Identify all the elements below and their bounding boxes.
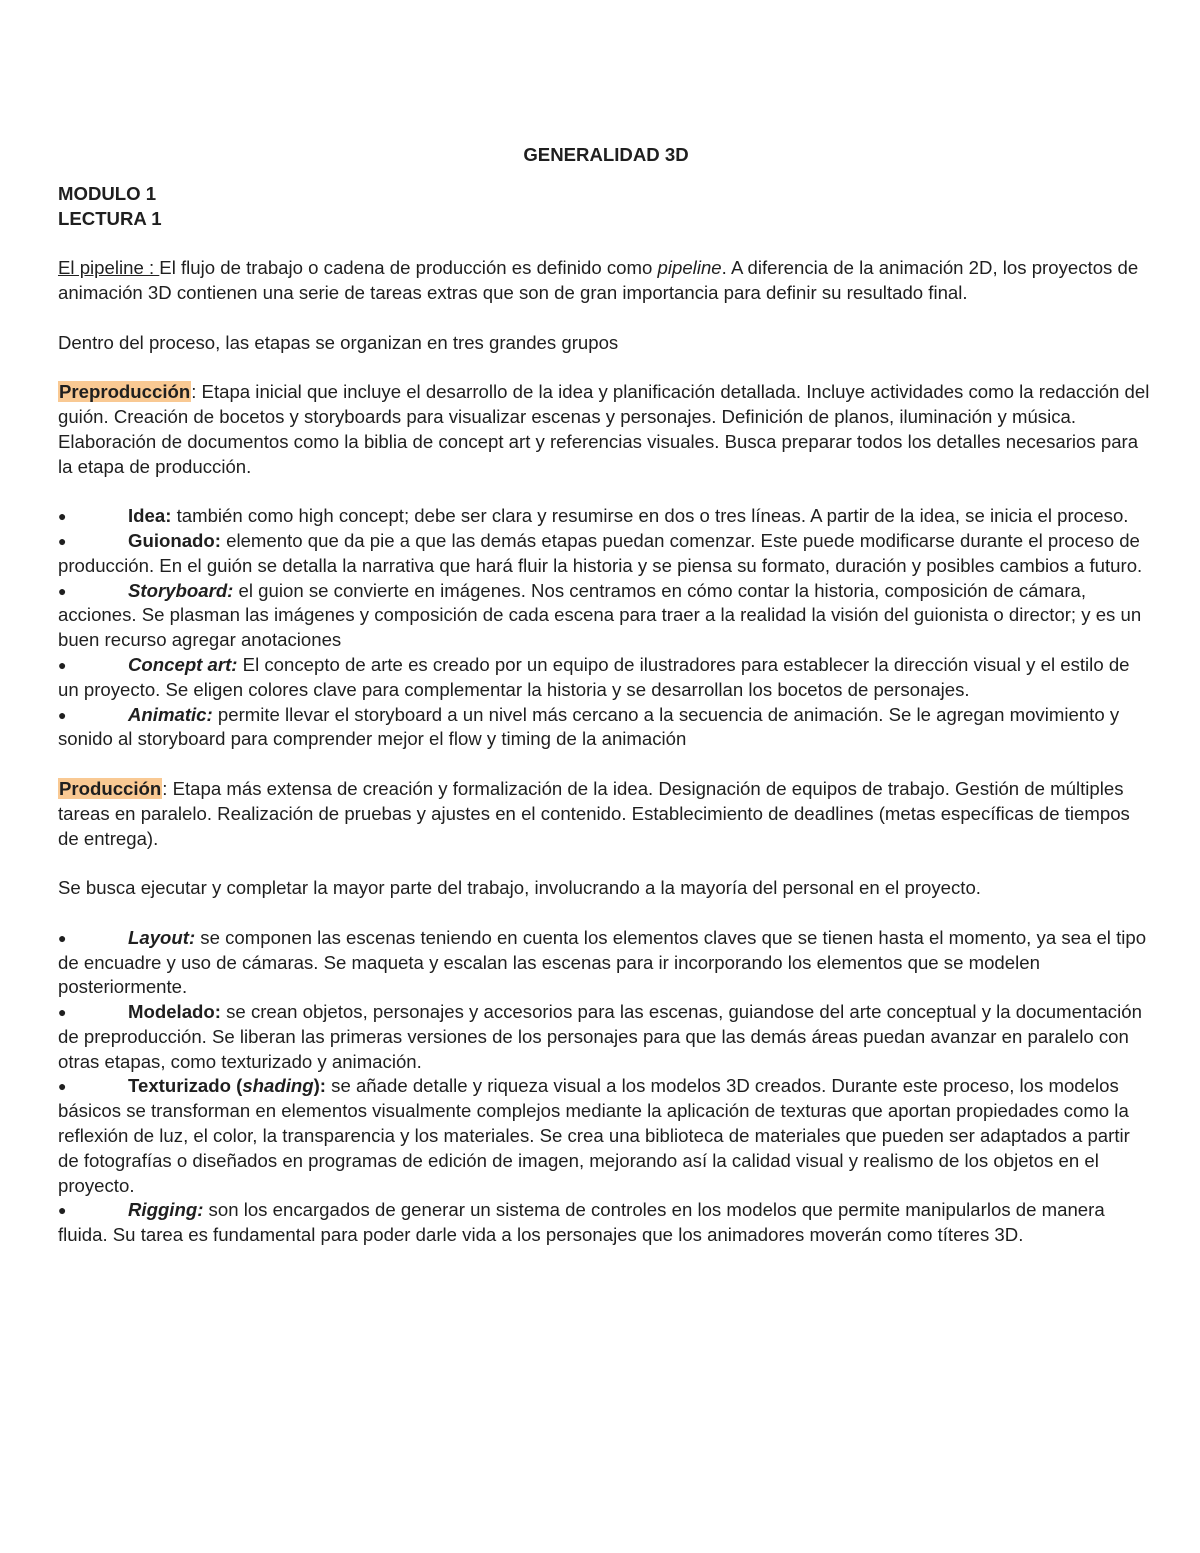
bullet-icon: ● xyxy=(58,1004,67,1021)
module-label: MODULO 1 xyxy=(58,182,157,204)
list-item-term: Idea: xyxy=(128,505,172,527)
list-item-text: el guion se convierte en imágenes. Nos centramos en cómo contar la historia, composición de cámara, acciones. Se plasman las imágenes y composición de cada escena para traer a la realidad la visión del guionista o director; y es un buen recurso agregar anotaciones xyxy=(58,579,1142,651)
list-item xyxy=(58,926,1154,1000)
list-item-term: Rigging: xyxy=(128,1199,204,1221)
preproduction-text: : Etapa inicial que incluye el desarrollo de la idea y planificación detallada. Incluye actividades como la redacción del guión. Creación de bocetos y storyboards para visualizar escenas y personajes. Definición de planos, iluminación y música. Elaboración de documentos como la biblia de concept art y referencias visuales. Busca preparar todos los detalles necesarios para la etapa de producción. xyxy=(58,381,1150,477)
list-item-text: permite llevar el storyboard a un nivel más cercano a la secuencia de animación. Se le agregan movimiento y sonido al storyboard para comprender mejor el flow y timing de la animación xyxy=(58,703,1120,750)
intro-italic: pipeline xyxy=(657,257,722,279)
preproduction-label: Preproducción xyxy=(59,381,191,403)
production-label: Producción xyxy=(59,777,162,799)
document-title: GENERALIDAD 3D xyxy=(523,144,689,165)
intro-paragraph xyxy=(58,256,1154,306)
bullet-icon: ● xyxy=(58,1078,67,1095)
list-item xyxy=(58,579,1154,653)
intro-text-a: El flujo de trabajo o cadena de producción es definido como xyxy=(159,257,658,279)
bullet-icon: ● xyxy=(58,706,67,723)
preproduction-list xyxy=(58,504,1154,752)
list-item-text: se añade detalle y riqueza visual a los modelos 3D creados. Durante este proceso, los modelos básicos se transforman en elementos visualmente complejos mediante la aplicación de texturas que aportan propiedades como la reflexión de luz, el color, la transparencia y los materiales. Se crea una biblioteca de materiales que pueden ser adaptados a partir de fotografías o diseñados en programas de edición de imagen, mejorando así la calidad visual y realismo de los objetos en el proyecto. xyxy=(58,1075,1130,1196)
list-item-term: Storyboard: xyxy=(128,579,234,601)
list-item-text: también como high concept; debe ser clara y resumirse en dos o tres líneas. A partir de la idea, se inicia el proceso. xyxy=(171,505,1129,527)
list-item-term: Guionado: xyxy=(128,529,221,551)
list-item-term: Animatic: xyxy=(128,703,213,725)
bullet-icon: ● xyxy=(58,532,67,549)
list-item-term: Concept art: xyxy=(128,653,238,675)
list-item xyxy=(58,529,1154,579)
bullet-icon: ● xyxy=(58,1202,67,1219)
list-item-text: elemento que da pie a que las demás etapas puedan comenzar. Este puede modificarse durante el proceso de producción. En el guión se detalla la narrativa que hará fluir la historia y se piensa su formato, duración y posibles cambios a futuro. xyxy=(58,529,1143,576)
production-list xyxy=(58,926,1154,1248)
list-item xyxy=(58,703,1154,753)
list-item-term: Texturizado ( xyxy=(128,1075,243,1097)
list-item xyxy=(58,653,1154,703)
list-item-term: Modelado: xyxy=(128,1001,221,1023)
list-item xyxy=(58,1074,1154,1198)
preproduction-paragraph xyxy=(58,380,1154,479)
production-text: : Etapa más extensa de creación y formalización de la idea. Designación de equipos de trabajo. Gestión de múltiples tareas en paralelo. Realización de pruebas y ajustes en el contenido. Establecimiento de deadlines (metas específicas de tiempos de entrega). xyxy=(58,777,1130,849)
bullet-icon: ● xyxy=(58,508,67,525)
list-item xyxy=(58,1000,1154,1074)
intro-text-b: . A diferencia de la animación 2D, los proyectos de animación 3D contienen una serie de tareas extras que son de gran importancia para definir su resultado final. xyxy=(58,257,1139,303)
production-paragraph xyxy=(58,777,1154,851)
list-item-text: se componen las escenas teniendo en cuenta los elementos claves que se tienen hasta el momento, ya sea el tipo de encuadre y uso de cámaras. Se maqueta y escalan las escenas para ir incorporando los elementos que se modelen posteriormente. xyxy=(58,926,1147,998)
lecture-label: LECTURA 1 xyxy=(58,207,162,229)
production-summary: Se busca ejecutar y completar la mayor parte del trabajo, involucrando a la mayoría del personal en el proyecto. xyxy=(58,877,981,899)
list-item xyxy=(58,1198,1154,1248)
list-item-term-italic: shading xyxy=(242,1075,314,1097)
groups-sentence: Dentro del proceso, las etapas se organizan en tres grandes grupos xyxy=(58,331,619,353)
list-item-term: Layout: xyxy=(128,926,196,948)
list-item xyxy=(58,504,1154,529)
list-item-text: El concepto de arte es creado por un equipo de ilustradores para establecer la dirección visual y el estilo de un proyecto. Se eligen colores clave para complementar la historia y se desarrollan los bocetos de personajes. xyxy=(58,653,1130,700)
bullet-icon: ● xyxy=(58,656,67,673)
bullet-icon: ● xyxy=(58,582,67,599)
pipeline-label: El pipeline : xyxy=(58,257,160,279)
list-item-text: son los encargados de generar un sistema de controles en los modelos que permite manipularlos de manera fluida. Su tarea es fundamental para poder darle vida a los personajes que los animadores moverán como títeres 3D. xyxy=(58,1199,1105,1246)
list-item-term-end: ): xyxy=(313,1075,326,1097)
list-item-text: se crean objetos, personajes y accesorios para las escenas, guiandose del arte conceptual y la documentación de preproducción. Se liberan las primeras versiones de los personajes para que las demás áreas puedan avanzar en paralelo con otras etapas, como texturizado y animación. xyxy=(58,1001,1142,1072)
bullet-icon: ● xyxy=(58,929,67,946)
